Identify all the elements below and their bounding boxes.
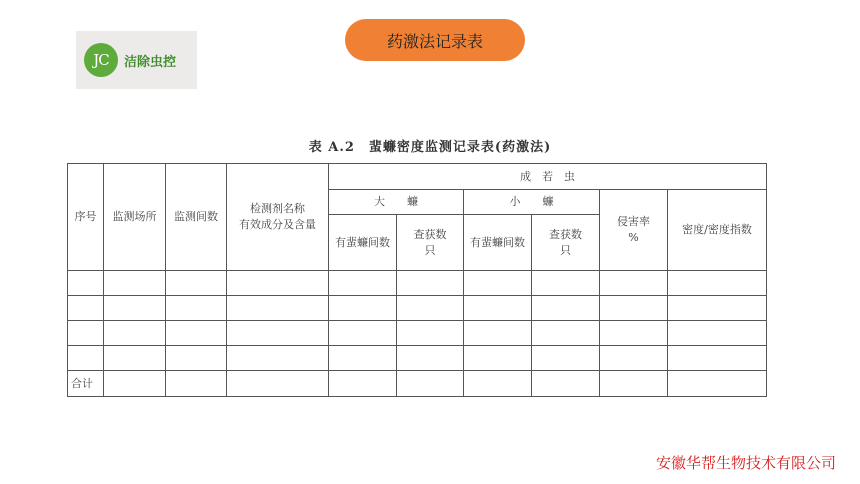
header-small-rooms: 有蜚蠊间数 — [464, 215, 532, 271]
page-title: 药激法记录表 — [345, 19, 525, 61]
header-agent-line2: 有效成分及含量 — [239, 218, 316, 231]
total-row — [68, 371, 767, 397]
header-infest-line2: % — [628, 231, 639, 244]
header-small: 小 蠊 — [464, 190, 600, 215]
record-table — [67, 163, 766, 397]
header-small-count — [532, 215, 600, 271]
header-infest — [600, 190, 668, 271]
header-density: 密度/密度指数 — [668, 190, 767, 271]
header-rooms: 监测间数 — [166, 164, 227, 271]
header-large-count — [397, 215, 464, 271]
header-small-count-line1: 查获数 — [549, 227, 582, 241]
header-agent-line1: 检测剂名称 — [250, 202, 305, 215]
header-agent — [227, 164, 329, 271]
header-small-count-line2: 只 — [560, 243, 571, 257]
header-large-rooms: 有蜚蠊间数 — [329, 215, 397, 271]
table-row — [68, 271, 767, 296]
logo-text: 洁除虫控 — [124, 54, 177, 70]
table-row — [68, 296, 767, 321]
company-name: 安徽华帮生物技术有限公司 — [655, 454, 836, 472]
header-large-count-line1: 查获数 — [413, 227, 447, 241]
total-label: 合计 — [68, 371, 104, 397]
logo-initials: JC — [84, 43, 118, 77]
table-row — [68, 321, 767, 346]
table-row — [68, 346, 767, 371]
table-title: 表 A.2 蜚蠊密度监测记录表(药激法) — [308, 140, 552, 155]
header-adult: 成 若 虫 — [329, 164, 767, 190]
header-seq: 序号 — [68, 164, 104, 271]
header-large: 大 蠊 — [329, 190, 464, 215]
header-site: 监测场所 — [104, 164, 166, 271]
company-logo — [76, 31, 197, 89]
header-infest-line1: 侵害率 — [617, 215, 650, 228]
header-large-count-line2: 只 — [424, 243, 436, 257]
